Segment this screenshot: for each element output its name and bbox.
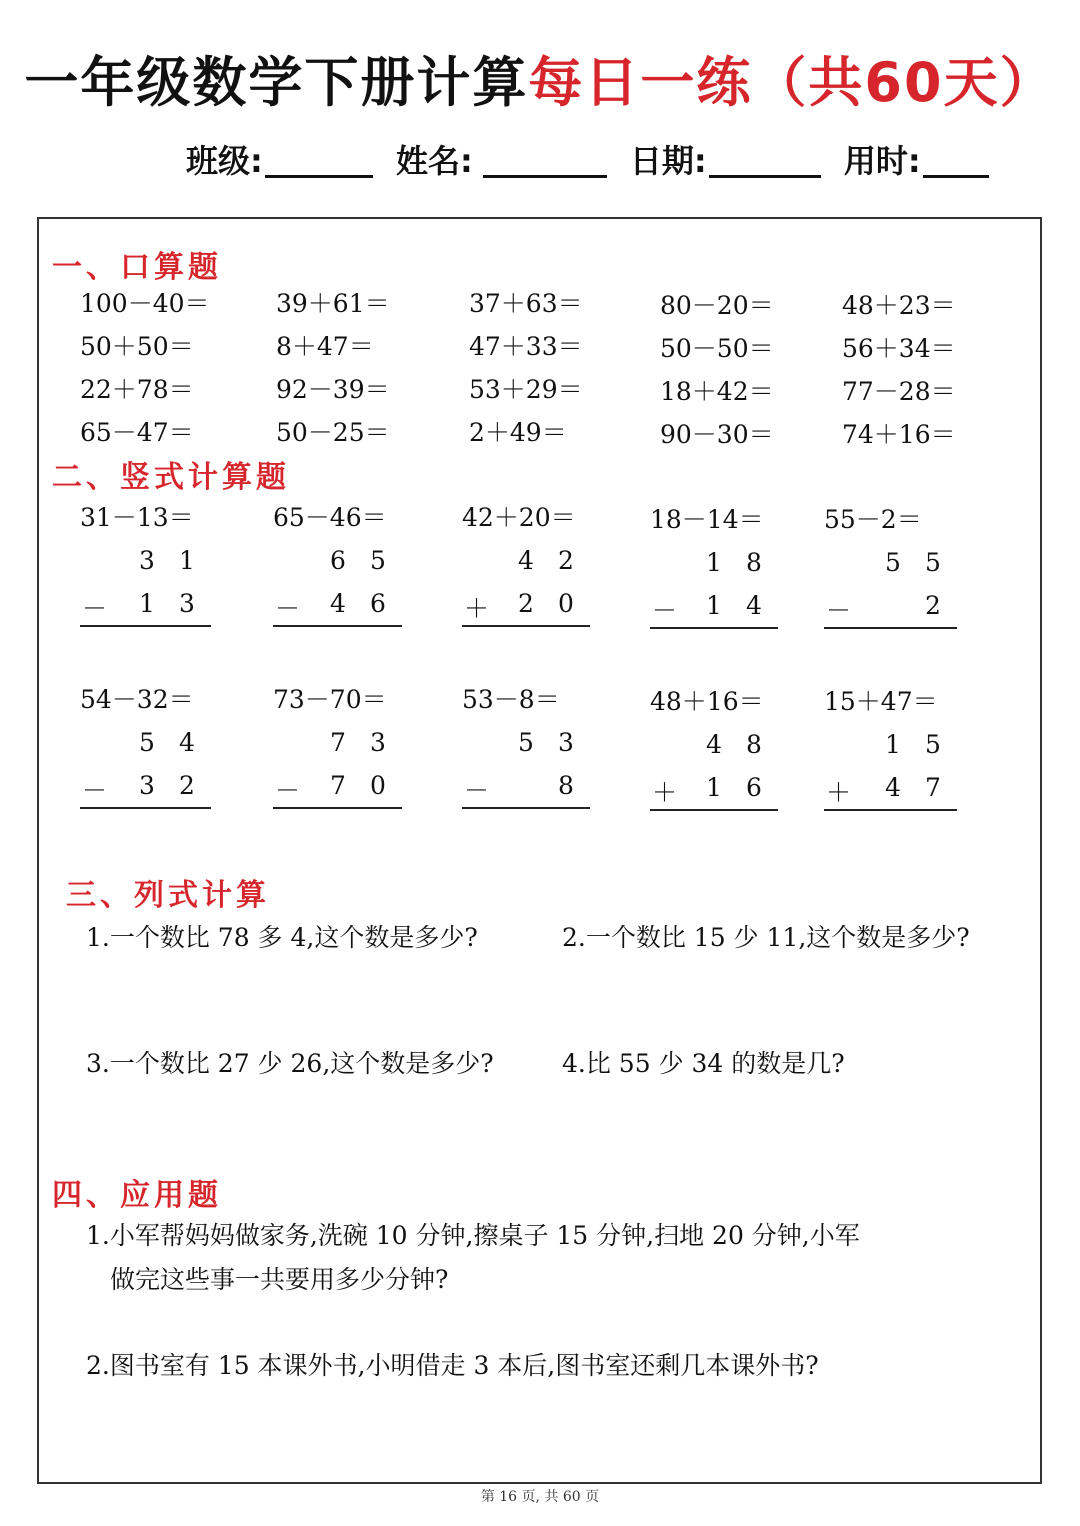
name-blank[interactable] <box>483 141 607 178</box>
oral-problem: 56＋34＝ <box>842 334 956 363</box>
vertical-equation: 42＋20＝ <box>462 503 576 532</box>
oral-problem: 65－47＝ <box>80 418 194 447</box>
class-field <box>186 136 373 182</box>
time-field <box>844 136 989 182</box>
vertical-equation: 18－14＝ <box>650 505 764 534</box>
lishi-question-3: 3.一个数比 27 少 26,这个数是多少? <box>86 1049 494 1078</box>
vertical-operator: － <box>464 776 490 805</box>
oral-problem: 53＋29＝ <box>469 375 583 404</box>
vertical-bottom-ones: 0 <box>558 589 574 618</box>
applied-question-1-line-2: 做完这些事一共要用多少分钟? <box>110 1265 449 1294</box>
vertical-answer-line <box>462 625 590 627</box>
applied-question-2: 2.图书室有 15 本课外书,小明借走 3 本后,图书室还剩几本课外书? <box>86 1351 819 1380</box>
oral-problem: 39＋61＝ <box>276 289 390 318</box>
oral-problem: 50＋50＝ <box>80 332 194 361</box>
vertical-top-ones: 5 <box>370 546 386 575</box>
lishi-question-1: 1.一个数比 78 多 4,这个数是多少? <box>86 923 478 952</box>
vertical-answer-line <box>824 809 957 811</box>
vertical-top-tens: 1 <box>706 548 722 577</box>
vertical-equation: 73－70＝ <box>273 685 387 714</box>
date-label: 日期: <box>629 142 707 180</box>
vertical-equation: 53－8＝ <box>462 685 560 714</box>
vertical-top-tens: 3 <box>139 546 155 575</box>
vertical-answer-line <box>824 627 957 629</box>
vertical-bottom-ones: 0 <box>370 771 386 800</box>
vertical-top-tens: 7 <box>330 728 346 757</box>
time-blank[interactable] <box>923 141 989 178</box>
time-label: 用时: <box>843 142 921 180</box>
date-field <box>630 136 821 182</box>
vertical-answer-line <box>80 807 211 809</box>
vertical-top-ones: 2 <box>558 546 574 575</box>
oral-problem: 2＋49＝ <box>469 418 567 447</box>
vertical-equation: 15＋47＝ <box>824 687 938 716</box>
vertical-top-tens: 5 <box>139 728 155 757</box>
vertical-bottom-tens: 1 <box>706 591 722 620</box>
vertical-top-tens: 4 <box>518 546 534 575</box>
vertical-top-ones: 8 <box>746 548 762 577</box>
oral-problem: 37＋63＝ <box>469 289 583 318</box>
class-label: 班级: <box>186 142 263 180</box>
vertical-operator: － <box>826 596 852 625</box>
vertical-operator: － <box>82 776 108 805</box>
oral-problem: 50－50＝ <box>660 334 774 363</box>
oral-problem: 18＋42＝ <box>660 377 774 406</box>
vertical-operator: ＋ <box>464 594 490 623</box>
oral-problem: 77－28＝ <box>842 377 956 406</box>
vertical-operator: ＋ <box>652 778 678 807</box>
name-field <box>396 136 607 182</box>
oral-problem: 100－40＝ <box>80 289 210 318</box>
oral-problem: 48＋23＝ <box>842 291 956 320</box>
vertical-equation: 48＋16＝ <box>650 687 764 716</box>
vertical-bottom-ones: 6 <box>746 773 762 802</box>
oral-problem: 50－25＝ <box>276 418 390 447</box>
vertical-answer-line <box>650 627 778 629</box>
vertical-bottom-ones: 2 <box>925 591 941 620</box>
vertical-top-ones: 3 <box>370 728 386 757</box>
vertical-top-ones: 8 <box>746 730 762 759</box>
section-lishi-title: 三、列式计算 <box>66 878 270 913</box>
vertical-bottom-ones: 6 <box>370 589 386 618</box>
name-label: 姓名: <box>395 142 473 180</box>
vertical-bottom-ones: 4 <box>746 591 762 620</box>
vertical-operator: ＋ <box>826 778 852 807</box>
vertical-top-tens: 6 <box>330 546 346 575</box>
vertical-equation: 54－32＝ <box>80 685 194 714</box>
student-info-row <box>186 136 1001 182</box>
vertical-answer-line <box>80 625 211 627</box>
vertical-bottom-ones: 7 <box>925 773 941 802</box>
vertical-operator: － <box>275 594 301 623</box>
vertical-equation: 55－2＝ <box>824 505 922 534</box>
vertical-equation: 31－13＝ <box>80 503 194 532</box>
vertical-operator: － <box>275 776 301 805</box>
vertical-top-ones: 1 <box>179 546 195 575</box>
class-blank[interactable] <box>265 141 373 178</box>
oral-problem: 22＋78＝ <box>80 375 194 404</box>
vertical-bottom-ones: 2 <box>179 771 195 800</box>
vertical-operator: － <box>652 596 678 625</box>
vertical-bottom-tens: 4 <box>885 773 901 802</box>
vertical-top-ones: 5 <box>925 548 941 577</box>
vertical-top-ones: 3 <box>558 728 574 757</box>
vertical-bottom-tens: 7 <box>330 771 346 800</box>
vertical-top-tens: 1 <box>885 730 901 759</box>
vertical-answer-line <box>650 809 778 811</box>
vertical-operator: － <box>82 594 108 623</box>
oral-problem: 90－30＝ <box>660 420 774 449</box>
oral-problem: 47＋33＝ <box>469 332 583 361</box>
oral-problem: 74＋16＝ <box>842 420 956 449</box>
vertical-top-tens: 5 <box>885 548 901 577</box>
section-applied-title: 四、应用题 <box>52 1178 222 1213</box>
vertical-top-tens: 4 <box>706 730 722 759</box>
lishi-question-2: 2.一个数比 15 少 11,这个数是多少? <box>562 923 970 952</box>
vertical-top-tens: 5 <box>518 728 534 757</box>
vertical-equation: 65－46＝ <box>273 503 387 532</box>
applied-question-1-line-1: 1.小军帮妈妈做家务,洗碗 10 分钟,擦桌子 15 分钟,扫地 20 分钟,小军 <box>86 1221 860 1250</box>
vertical-answer-line <box>273 625 402 627</box>
vertical-bottom-tens: 1 <box>139 589 155 618</box>
vertical-bottom-ones: 8 <box>558 771 574 800</box>
oral-problem: 8＋47＝ <box>276 332 374 361</box>
vertical-bottom-ones: 3 <box>179 589 195 618</box>
section-oral-title: 一、口算题 <box>52 250 222 285</box>
page-footer: 第 16 页, 共 60 页 <box>480 1489 600 1505</box>
date-blank[interactable] <box>709 141 821 178</box>
vertical-bottom-tens: 3 <box>139 771 155 800</box>
vertical-answer-line <box>462 807 590 809</box>
lishi-question-4: 4.比 55 少 34 的数是几? <box>562 1049 845 1078</box>
vertical-bottom-tens: 2 <box>518 589 534 618</box>
title-red: 每日一练（共60天） <box>528 51 1056 114</box>
vertical-top-ones: 4 <box>179 728 195 757</box>
title-black: 一年级数学下册计算 <box>24 51 529 114</box>
vertical-top-ones: 5 <box>925 730 941 759</box>
oral-problem: 92－39＝ <box>276 375 390 404</box>
vertical-bottom-tens: 4 <box>330 589 346 618</box>
section-vertical-title: 二、竖式计算题 <box>52 460 290 495</box>
page-title <box>0 40 1080 117</box>
vertical-bottom-tens: 1 <box>706 773 722 802</box>
oral-problem: 80－20＝ <box>660 291 774 320</box>
vertical-answer-line <box>273 807 402 809</box>
